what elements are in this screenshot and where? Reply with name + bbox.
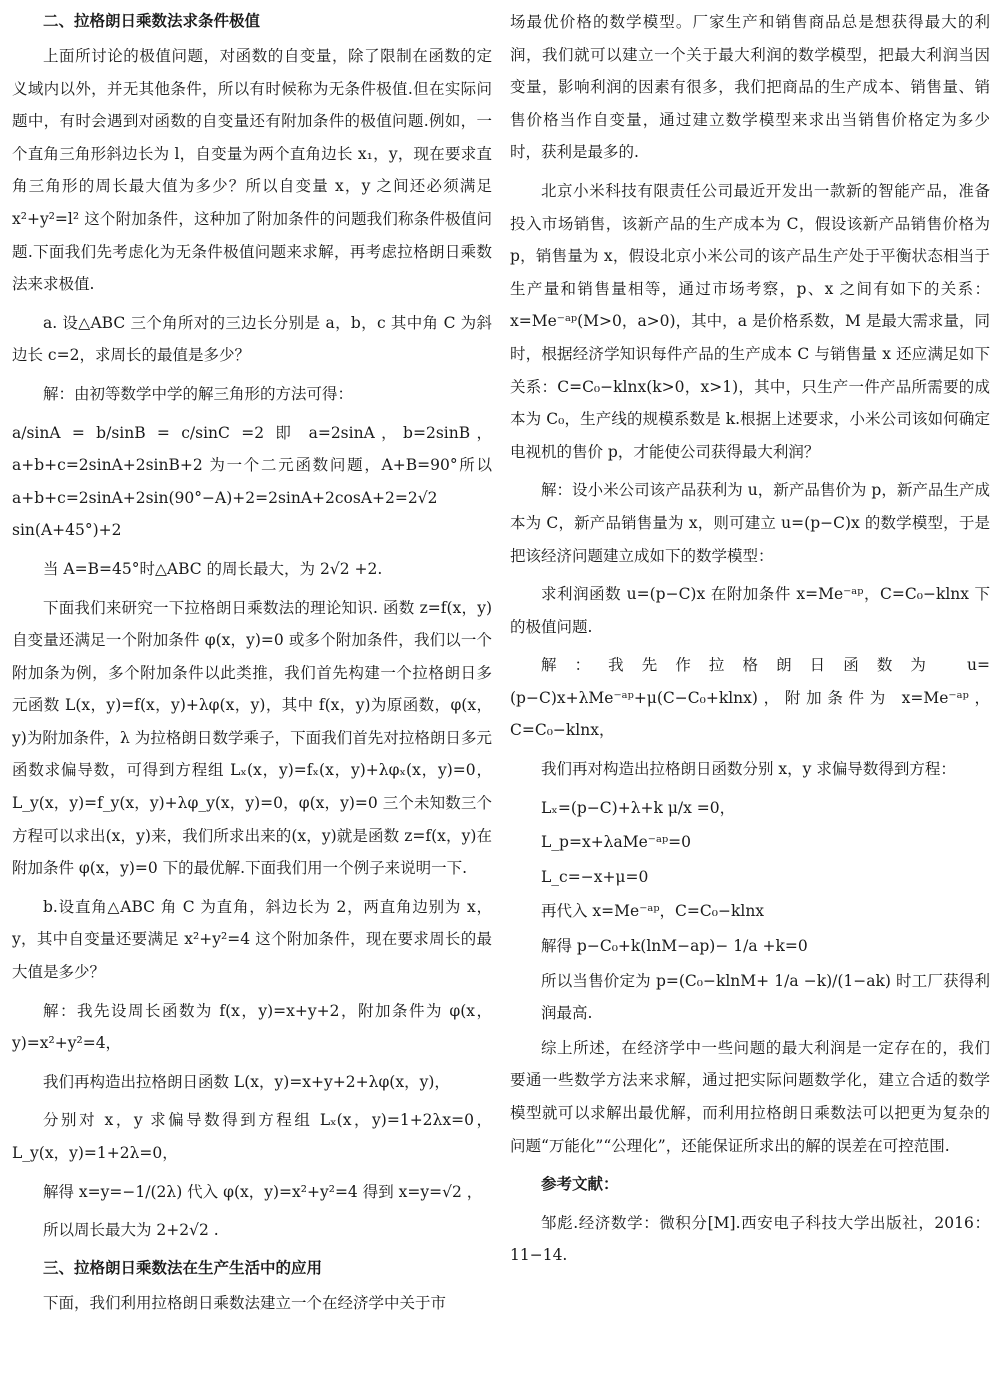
section-heading-2: 二、拉格朗日乘数法求条件极值 [43,12,261,30]
paragraph: 求利润函数 u=(p−C)x 在附加条件 x=Me⁻ᵃᵖ，C=C₀−klnx 下的极值问题. [510,585,990,636]
paragraph: 上面所讨论的极值问题，对函数的自变量，除了限制在函数的定义域内以外，并无其他条件，所以有时候称为无条件极值.但在实际问题中，有时会遇到对函数的自变量还有附加条件的极值问题.例如，一个直角三角形斜边长为 l，自变量为两个直角边长 x₁，y，现在要求直角三角形的周长最大值为多少？所以自变量 x，y 之间还必须满足 x²+y²=l² 这个附加条件，这种加了附加条件的问题我们称条件极值问题.下面我们先考虑化为无条件极值问题来求解，再考虑拉格朗日乘数法来求极值. [12,47,492,294]
equation: 所以当售价定为 p=(C₀−klnM+ 1/a −k)/(1−ak) 时工厂获得利润最高. [541,971,990,1023]
paragraph: 我们再构造出拉格朗日函数 L(x，y)=x+y+2+λφ(x，y)， [43,1072,450,1091]
paragraph: 解：设小米公司该产品获利为 u，新产品售价为 p，新产品生产成本为 C，新产品销售量为 x，则可建立 u=(p−C)x 的数学模型，于是把该经济问题建立成如下的数学模型： [510,481,990,565]
right-column [510,6,990,1278]
formula-paragraph: a/sinA = b/sinB = c/sinC =2 即 a=2sinA，b=2sinB，a+b+c=2sinA+2sinB+2 为一个二元函数问题，A+B=90°所以 a+b+c=2sinA+2sin(90°−A)+2=2sinA+2cosA+2=2√2 sin(A+45°)+2 [12,423,492,540]
problem-statement: 北京小米科技有限责任公司最近开发出一款新的智能产品，准备投入市场销售，该新产品的生产成本为 C，假设该新产品销售价格为 p，销售量为 x，假设北京小米公司的该产品生产处于平衡状态相当于生产量和销售量相等，通过市场考察，p、x 之间有如下的关系：x=Me⁻ᵃᵖ(M>0，a>0)，其中，a 是价格系数，M 是最大需求量，同时，根据经济学知识每件产品的生产成本 C 与销售量 x 还应满足如下关系：C=C₀−klnx(k>0，x>1)，其中，只生产一件产品所需要的成本为 C₀，生产线的规模系数是 k.根据上述要求，小米公司该如何确定电视机的售价 p，才能使公司获得最大利润？ [510,181,990,461]
paragraph-continued: 场最优价格的数学模型。厂家生产和销售商品总是想获得最大的利润，我们就可以建立一个关于最大利润的数学模型，把最大利润当因变量，影响利润的因素有很多，我们把商品的生产成本、销售量、销售价格当作自变量，通过建立数学模型来求出当销售价格定为多少时，获利是最多的. [510,13,990,162]
paragraph: 下面，我们利用拉格朗日乘数法建立一个在经济学中关于市 [43,1293,447,1312]
paragraph: 当 A=B=45°时△ABC 的周长最大，为 2√2 +2. [43,559,383,578]
reference-item: 邹彪.经济数学：微积分[M].西安电子科技大学出版社，2016：11−14. [510,1213,990,1265]
left-column [12,6,492,1325]
example-b-statement: b.设直角△ABC 角 C 为直角，斜边长为 2，两直角边别为 x，y，其中自变量还要满足 x²+y²=4 这个附加条件，现在要求周长的最大值是多少？ [12,897,492,982]
equation: L_p=x+λaMe⁻ᵃᵖ=0 [541,833,691,852]
paragraph: 我们再对构造出拉格朗日函数分别 x，y 求偏导数得到方程： [541,760,956,779]
paragraph: 解得 x=y=−1/(2λ) 代入 φ(x，y)=x²+y²=4 得到 x=y=√2 ， [43,1182,483,1201]
theory-paragraph: 下面我们来研究一下拉格朗日乘数法的理论知识. 函数 z=f(x，y)自变量还满足一个附加条件 φ(x，y)=0 或多个附加条件，我们以一个附加条为例，多个附加条件以此类推，我们首先构建一个拉格朗日多元函数 L(x，y)=f(x，y)+λφ(x，y)，其中 f(x，y)为原函数，φ(x，y)为附加条件，λ 为拉格朗日数学乘子，下面我们首先对拉格朗日多元函数求偏导数，可得到方程组 Lₓ(x，y)=fₓ(x，y)+λφₓ(x，y)=0，L_y(x，y)=f_y(x，y)+λφ_y(x，y)=0，φ(x，y)=0 三个未知数三个方程可以求出(x，y)来，我们所求出来的(x，y)就是函数 z=f(x，y)在附加条件 φ(x，y)=0 下的最优解.下面我们用一个例子来说明一下. [12,598,492,878]
example-a-statement: a. 设△ABC 三个角所对的三边长分别是 a，b，c 其中角 C 为斜边长 c=2，求周长的最值是多少？ [12,313,492,365]
references-heading: 参考文献： [541,1175,619,1194]
paragraph: 解：由初等数学中学的解三角形的方法可得： [43,384,354,403]
section-heading-3: 三、拉格朗日乘数法在生产生活中的应用 [43,1258,323,1277]
paragraph: 解：我先作拉格朗日函数为 u=(p−C)x+λMe⁻ᵃᵖ+μ(C−C₀+klnx)，附加条件为 x=Me⁻ᵃᵖ，C=C₀−klnx， [510,656,990,740]
equation: Lₓ=(p−C)+λ+k μ/x =0， [541,798,736,817]
equation: L_c=−x+μ=0 [541,867,649,886]
paragraph: 所以周长最大为 2+2√2 . [43,1221,219,1240]
paragraph: 分别对 x，y 求偏导数得到方程组 Lₓ(x，y)=1+2λx=0，L_y(x，y)=1+2λ=0， [12,1111,492,1162]
conclusion-paragraph: 综上所述，在经济学中一些问题的最大利润是一定存在的，我们要通一些数学方法来求解，通过把实际问题数学化，建立合适的数学模型就可以求解出最优解，而利用拉格朗日乘数法可以把更为复杂的问题“万能化”“公理化”，还能保证所求出的解的误差在可控范围. [510,1038,990,1155]
equation: 解得 p−C₀+k(lnM−ap)− 1/a +k=0 [541,937,808,956]
equation: 再代入 x=Me⁻ᵃᵖ，C=C₀−klnx [541,902,765,921]
paragraph: 解：我先设周长函数为 f(x，y)=x+y+2，附加条件为 φ(x，y)=x²+y²=4， [12,1001,492,1053]
